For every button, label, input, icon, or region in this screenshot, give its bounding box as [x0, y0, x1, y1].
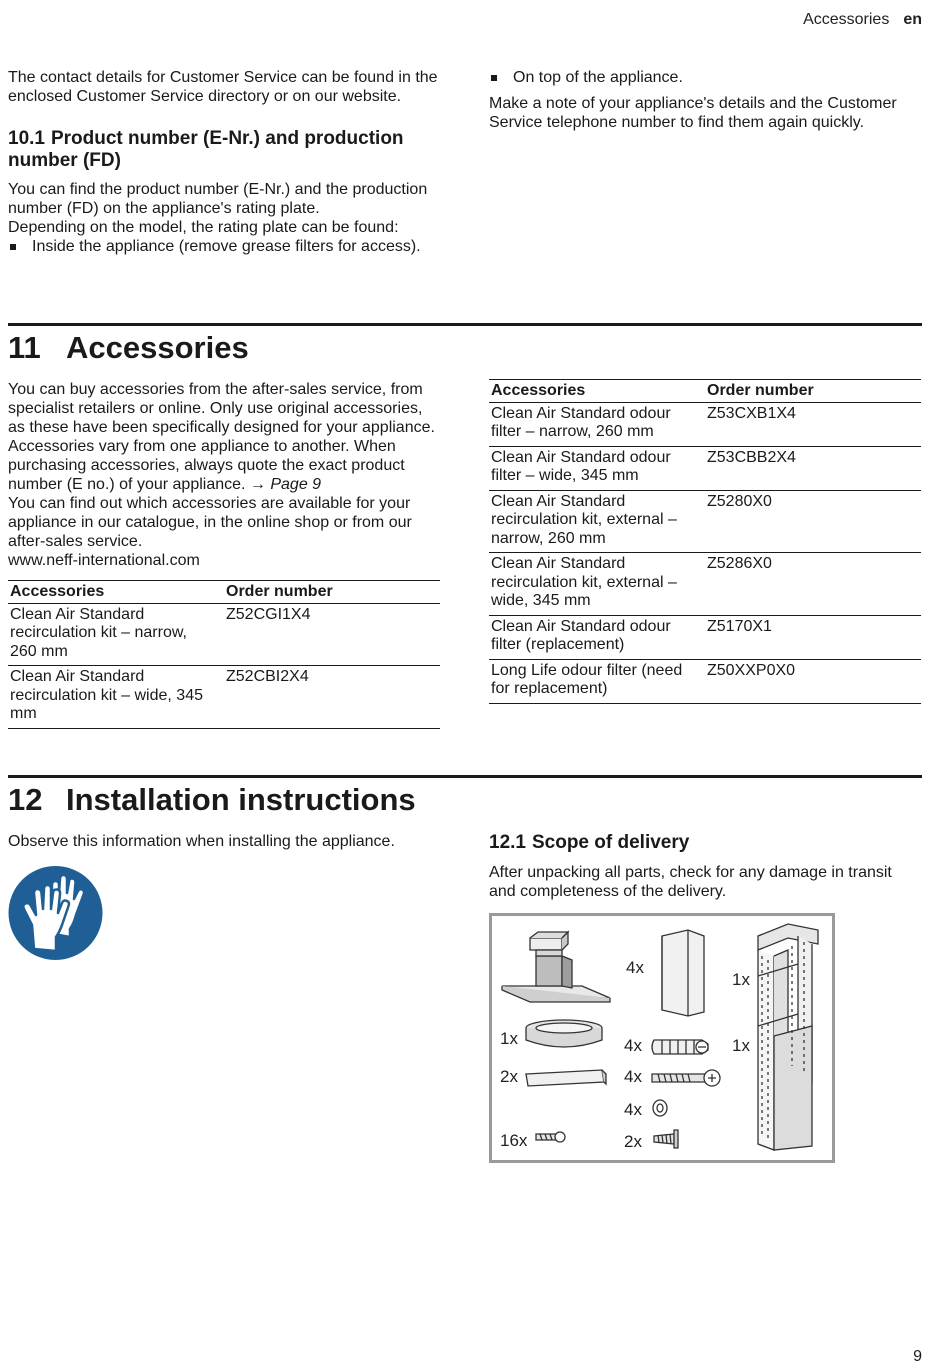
accessory-name: Clean Air Standard recirculation kit, external – wide, 345 mm — [489, 553, 705, 616]
order-number: Z5280X0 — [705, 490, 921, 553]
column-header-order-number: Order number — [224, 581, 440, 604]
order-number: Z53CXB1X4 — [705, 402, 921, 446]
chapter-number: 11 — [8, 330, 41, 365]
order-number: Z52CGI1X4 — [224, 603, 440, 666]
table-row — [489, 402, 921, 446]
wood-screw-icon — [654, 1130, 678, 1148]
quantity-label: 4x — [624, 1100, 642, 1119]
order-number: Z5170X1 — [705, 615, 921, 659]
running-header — [803, 10, 922, 29]
installation-intro — [8, 832, 440, 851]
bullet-square-icon — [491, 75, 497, 81]
table-row — [489, 490, 921, 553]
section-title: Product number (E-Nr.) and production number (FD) — [8, 128, 404, 171]
delivery-parts-illustration — [492, 916, 832, 1160]
availability-text: You can find out which accessories are available for your appliance in our catalogue, in the online shop or from our after-sales service. — [8, 495, 412, 550]
chapter-number: 12 — [8, 782, 43, 817]
table-row — [8, 603, 440, 666]
chapter-12-heading — [8, 782, 416, 818]
washer-icon — [653, 1100, 667, 1116]
accessories-vary-text — [8, 437, 440, 494]
arrow-right-icon: → — [249, 476, 266, 493]
accessory-name: Clean Air Standard odour filter – wide, 345 mm — [489, 446, 705, 490]
quantity-label: 2x — [500, 1067, 518, 1086]
column-header-accessories: Accessories — [489, 380, 705, 403]
section-number: 10.1 — [8, 128, 45, 149]
header-section-title: Accessories — [803, 11, 890, 28]
note-text: Make a note of your appliance's details and the Customer Service telephone number to find them again quickly. — [489, 95, 897, 131]
customer-service-contact: The contact details for Customer Service can be found in the enclosed Customer Service directory or on our website. — [8, 69, 438, 105]
quantity-label: 4x — [626, 958, 644, 977]
scope-of-delivery-text: After unpacking all parts, check for any damage in transit and completeness of the delivery. — [489, 864, 892, 900]
intro-right-column — [489, 68, 921, 132]
table-row — [489, 553, 921, 616]
accessory-name: Clean Air Standard recirculation kit – wide, 345 mm — [8, 666, 224, 729]
table-row — [489, 659, 921, 703]
accessory-name: Clean Air Standard recirculation kit, external – narrow, 260 mm — [489, 490, 705, 553]
order-number: Z53CBB2X4 — [705, 446, 921, 490]
chimney-panel-icon — [662, 930, 704, 1016]
column-header-accessories: Accessories — [8, 581, 224, 604]
list-item — [489, 68, 921, 87]
column-header-order-number: Order number — [705, 380, 921, 403]
scope-of-delivery-figure — [489, 913, 835, 1163]
quantity-label: 1x — [732, 970, 750, 989]
section-number: 12.1 — [489, 832, 526, 853]
chapter-11-heading — [8, 330, 249, 366]
rating-plate-location-intro: Depending on the model, the rating plate can be found: — [8, 219, 399, 236]
wall-plug-icon — [652, 1040, 708, 1054]
scope-of-delivery-section — [489, 832, 921, 901]
chapter-title: Installation instructions — [66, 782, 416, 817]
order-number: Z52CBI2X4 — [224, 666, 440, 729]
air-outlet-adapter-icon — [526, 1020, 602, 1047]
accessory-name: Clean Air Standard odour filter – narrow, 260 mm — [489, 402, 705, 446]
list-item — [8, 237, 440, 256]
long-screw-icon — [652, 1070, 720, 1086]
quantity-label: 2x — [624, 1132, 642, 1151]
website-link[interactable]: www.neff-international.com — [8, 552, 200, 569]
quantity-label: 1x — [500, 1029, 518, 1048]
table-row — [489, 615, 921, 659]
bullet-text: On top of the appliance. — [513, 69, 683, 86]
quantity-label: 1x — [732, 1036, 750, 1055]
accessory-name: Clean Air Standard recirculation kit – narrow, 260 mm — [8, 603, 224, 666]
page-number: 9 — [913, 1348, 922, 1365]
accessories-vary-body: Accessories vary from one appliance to another. When purchasing accessories, always quote the exact product number (E no.) of your appliance. — [8, 438, 405, 493]
section-title: Scope of delivery — [531, 832, 690, 853]
small-screw-icon — [536, 1132, 565, 1142]
chapter-title: Accessories — [66, 330, 249, 365]
intro-left-column — [8, 68, 440, 256]
order-number: Z5286X0 — [705, 553, 921, 616]
quantity-label: 4x — [624, 1036, 642, 1055]
section-10-1-heading — [8, 128, 440, 172]
bullet-text: Inside the appliance (remove grease filters for access). — [32, 238, 421, 255]
accessories-right-column — [489, 379, 921, 704]
table-row — [489, 446, 921, 490]
fixing-strip-icon — [526, 1070, 606, 1086]
page-reference-link[interactable]: Page 9 — [270, 476, 322, 493]
accessories-table-left — [8, 580, 440, 729]
quantity-label: 4x — [624, 1067, 642, 1086]
chapter-divider — [8, 775, 922, 778]
header-language: en — [903, 11, 922, 28]
mounting-frame-icon — [758, 924, 818, 1150]
chapter-divider — [8, 323, 922, 326]
cooker-hood-icon — [502, 932, 610, 1002]
accessory-name: Long Life odour filter (need for replacement) — [489, 659, 705, 703]
accessories-left-column — [8, 380, 440, 729]
table-row — [8, 666, 440, 729]
installation-intro-text: Observe this information when installing the appliance. — [8, 833, 395, 850]
protective-gloves-icon — [8, 863, 103, 963]
bullet-square-icon — [10, 244, 16, 250]
section-12-1-heading — [489, 832, 921, 854]
rating-plate-text: You can find the product number (E-Nr.) and the production number (FD) on the appliance's rating plate. — [8, 181, 428, 217]
quantity-label: 16x — [500, 1131, 528, 1150]
order-number: Z50XXP0X0 — [705, 659, 921, 703]
accessories-purchase-text: You can buy accessories from the after-sales service, from specialist retailers or online. Only use original accessories, as these have been specifically designed for your appliance. — [8, 381, 435, 436]
accessory-name: Clean Air Standard odour filter (replacement) — [489, 615, 705, 659]
accessories-table-right — [489, 379, 921, 704]
